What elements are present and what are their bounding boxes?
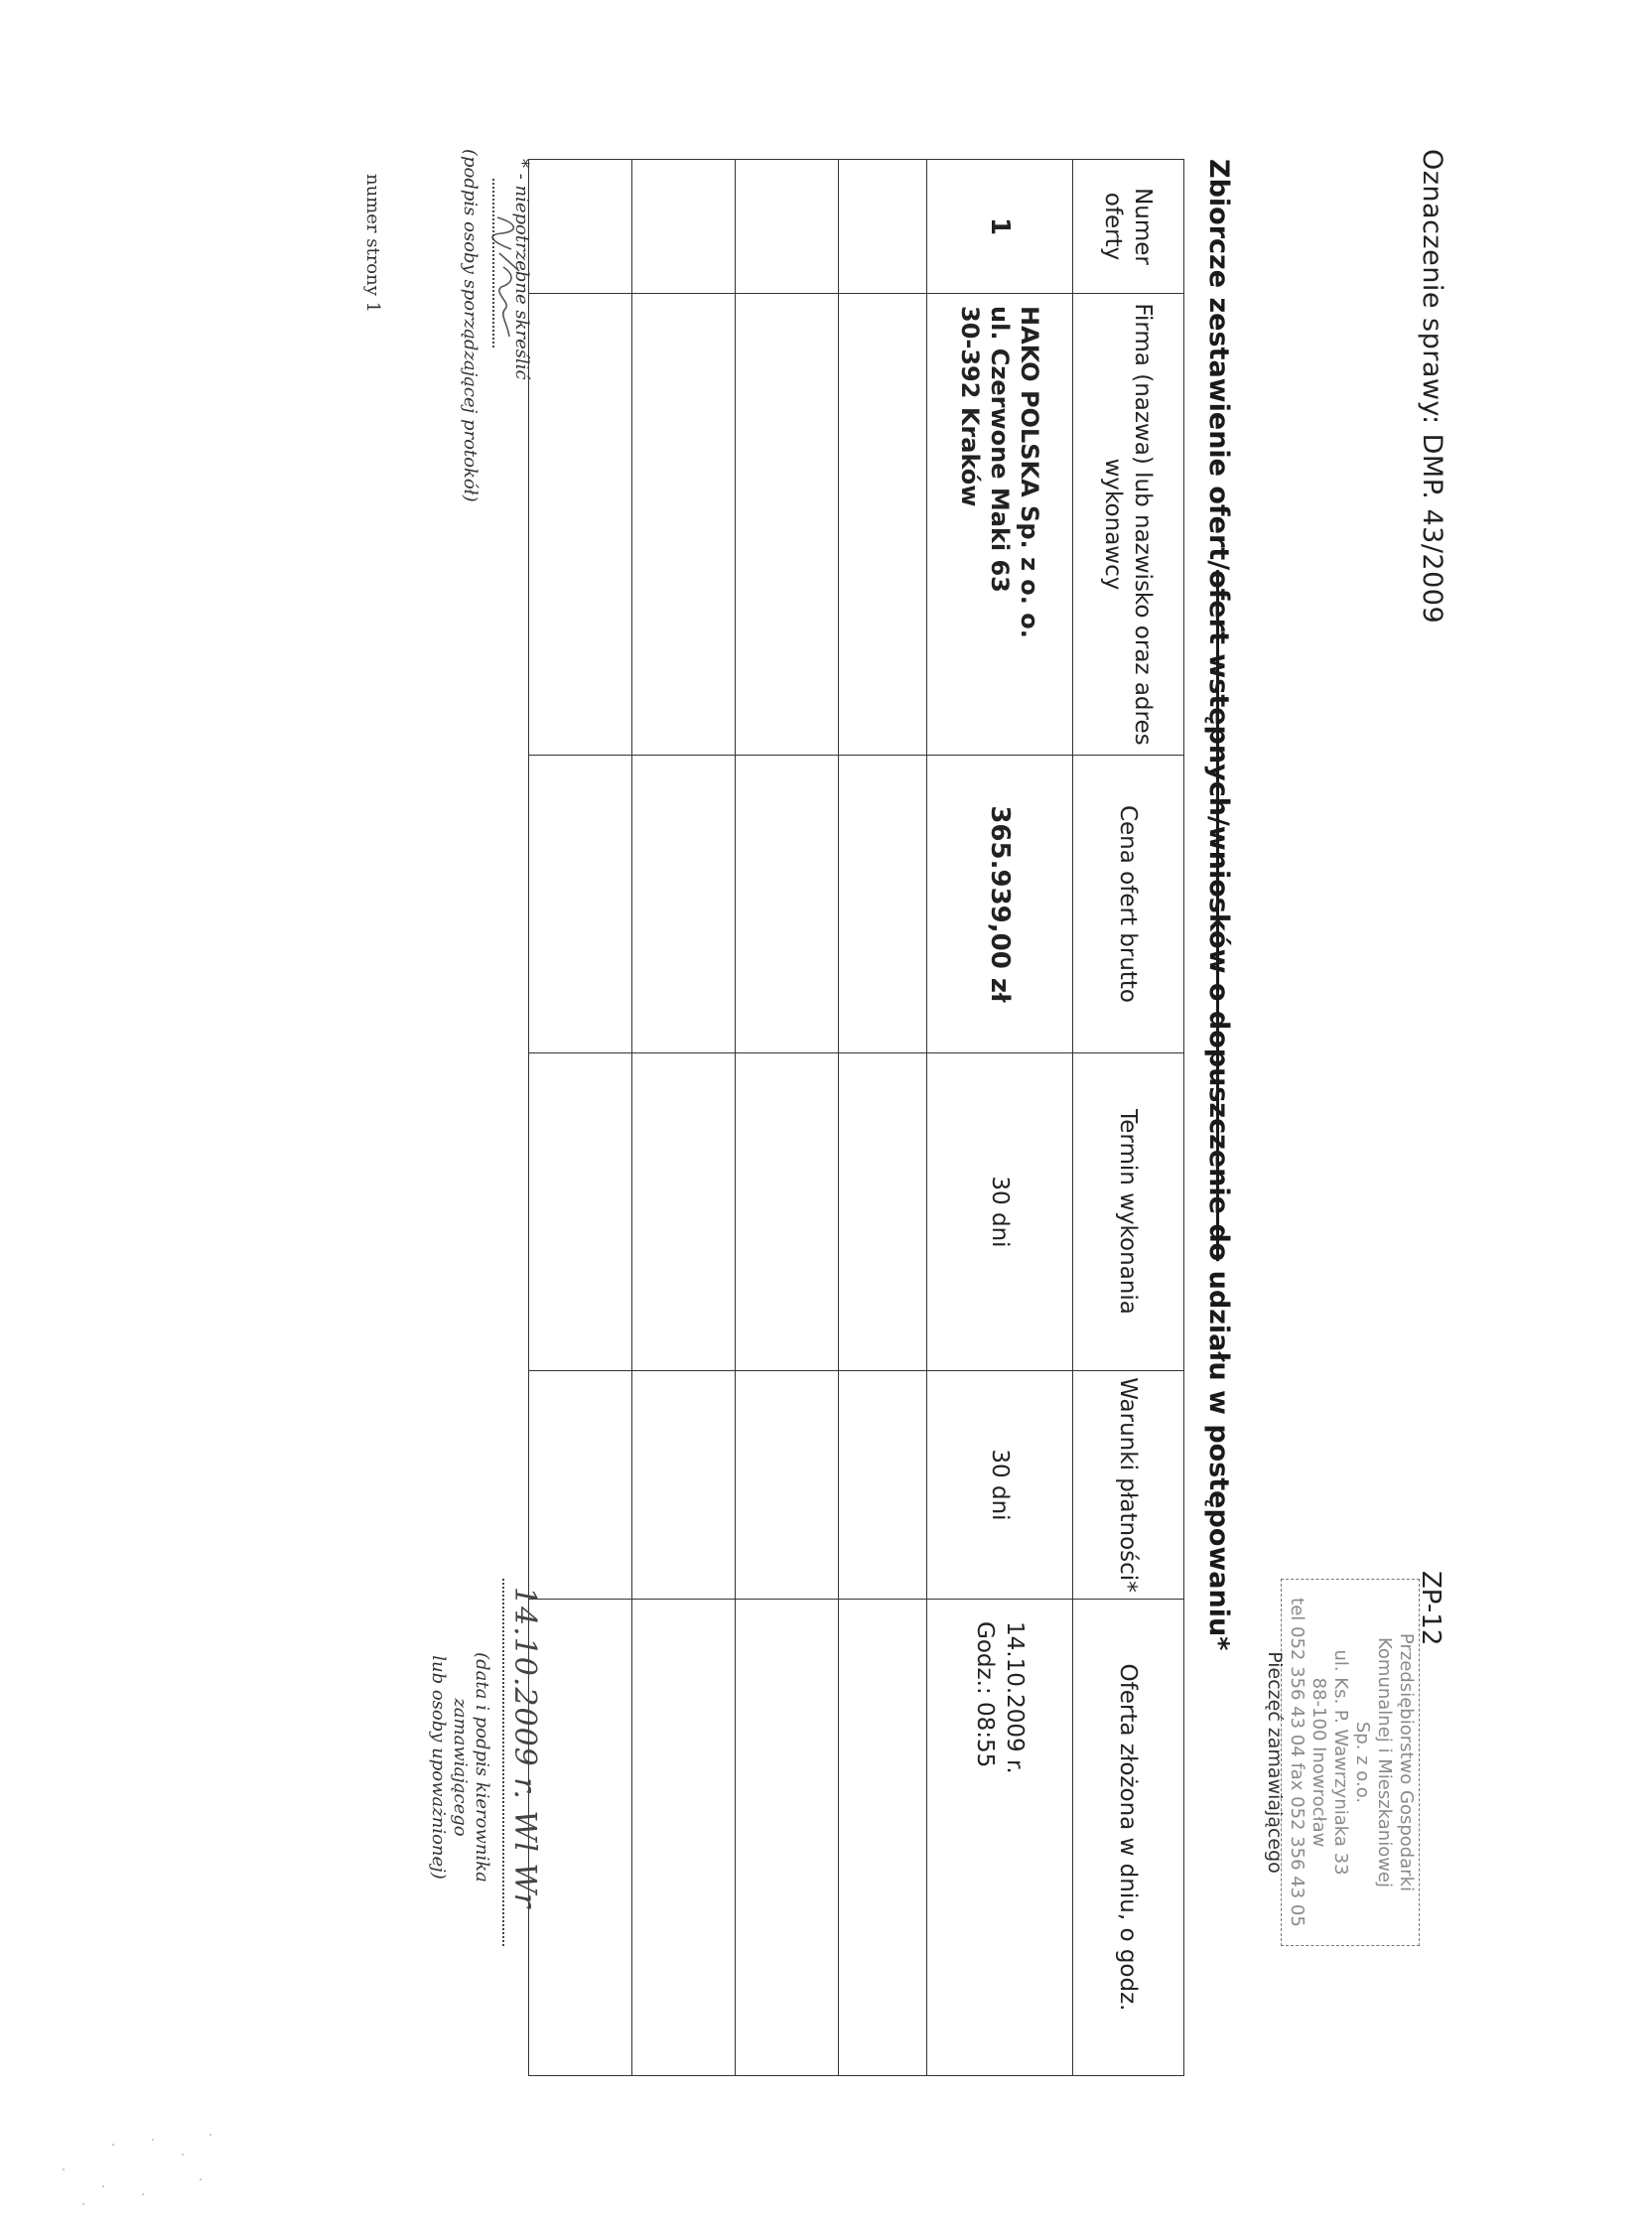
scan-noise-speckles [44,2125,222,2224]
table-row [839,160,927,2076]
cell-firm [529,294,632,756]
stamp-line: tel 052 356 43 04 fax 052 356 43 05 [1287,1598,1308,1927]
cell-gross-price [632,756,736,1053]
cell-payment-terms [529,1371,632,1600]
cell-offer-number: 1 [927,160,1073,294]
firm-city: 30-392 Kraków [956,306,984,507]
column-header-offer-number: Numer oferty [1073,160,1184,294]
right-signature-caption [427,1589,492,1946]
column-header-payment-terms: Warunki płatności* [1073,1371,1184,1600]
handwritten-date-signature: 14.10.2009 r. Wl Wr [507,1587,542,1909]
cell-submitted-at [927,1600,1073,2076]
cell-offer-number [839,160,927,294]
stamp-line: Komunalnej i Mieszkaniowej [1374,1636,1395,1888]
cell-completion-term [529,1053,632,1371]
stamp-caption: Pieczęć zamawiającego [1264,1651,1286,1874]
cell-completion-term: 30 dni [927,1053,1073,1371]
cell-gross-price [839,756,927,1053]
stamp-line: Sp. z o.o. [1352,1721,1373,1804]
submitted-time: Godz.: 08:55 [972,1621,998,1768]
case-reference: Oznaczenie sprawy: DMP. 43/2009 [1417,149,1447,625]
page-number: numer strony 1 [362,174,383,314]
cell-firm [632,294,736,756]
submitted-date: 14.10.2009 r. [1002,1621,1028,1774]
cell-completion-term [632,1053,736,1371]
cell-submitted-at [529,1600,632,2076]
column-header-gross-price: Cena ofert brutto [1073,756,1184,1053]
form-code: ZP-12 [1416,1571,1446,1646]
offers-table [528,159,1184,2076]
right-signature-caption-line1: (data i podpis kierownika zamawiającego [450,1652,492,1883]
cell-firm [927,294,1073,756]
stamp-line: ul. Ks. P. Wawrzyniaka 33 [1330,1649,1351,1876]
cell-completion-term [839,1053,927,1371]
cell-offer-number [632,160,736,294]
cell-gross-price: 365.939,00 zł [927,756,1073,1053]
cell-submitted-at [839,1600,927,2076]
right-signature-caption-line2: lub osoby upoważnionej) [428,1655,449,1880]
table-header-row [1073,160,1184,2076]
column-header-firm: Firma (nazwa) lub nazwisko oraz adres wykonawcy [1073,294,1184,756]
cell-submitted-at [736,1600,839,2076]
signature-line-left [492,179,494,348]
cell-offer-number [736,160,839,294]
cell-firm [839,294,927,756]
cell-payment-terms [839,1371,927,1600]
title-suffix: udziału w postępowaniu* [1203,1261,1234,1651]
buyer-stamp [1264,1579,1420,1946]
cell-completion-term [736,1053,839,1371]
firm-name: HAKO POLSKA Sp. z o. o. [1016,306,1043,638]
column-header-submitted-at: Oferta złożona w dniu, o godz. [1073,1600,1184,2076]
cell-gross-price [736,756,839,1053]
cell-payment-terms [736,1371,839,1600]
cell-gross-price [529,756,632,1053]
cell-firm [736,294,839,756]
title-prefix: Zbiorcze zestawienie ofert/ [1203,159,1234,571]
table-row [529,160,632,2076]
footnote: * - niepotrzebne skreślić [511,159,532,380]
document-title [1203,159,1234,1650]
stamp-line: Przedsiębiorstwo Gospodarki [1396,1632,1417,1892]
handwritten-signature-left [489,213,525,343]
firm-street: ul. Czerwone Maki 63 [986,306,1014,593]
column-header-completion-term: Termin wykonania [1073,1053,1184,1371]
table-row [927,160,1073,2076]
stamp-line: 88-100 Inowrocław [1308,1677,1329,1848]
table-row [736,160,839,2076]
cell-payment-terms [632,1371,736,1600]
cell-offer-number [529,160,632,294]
left-signature-caption: (podpis osoby sporządzającej protokół) [460,149,481,502]
table-row [632,160,736,2076]
cell-payment-terms: 30 dni [927,1371,1073,1600]
cell-submitted-at [632,1600,736,2076]
title-struck-text: ofert wstępnych/wniosków o dopuszczenie do [1203,570,1234,1262]
signature-line-right [502,1579,504,1946]
